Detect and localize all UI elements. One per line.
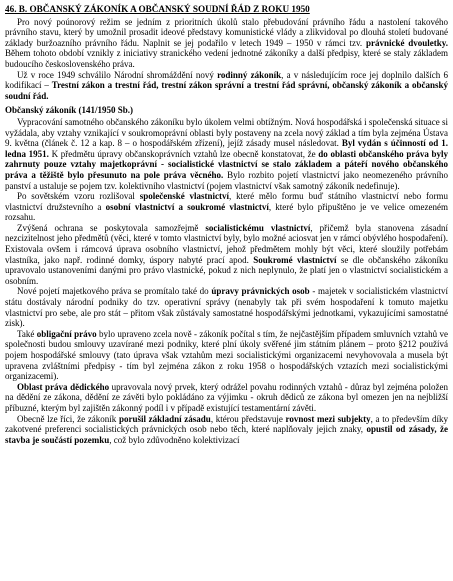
text-run: Také [17, 328, 37, 339]
text-run: , které bylo připuštěno je ve velice omezeném rozsahu. [5, 201, 448, 223]
bold-text-run: Trestní zákon a trestní řád, trestní zákon správní a trestní řád správní, občanský zákoník a občanský soudní řád. [5, 80, 448, 101]
body-section [5, 117, 448, 445]
paragraph [5, 382, 448, 414]
bold-text-run: Oblast práva dědického [17, 381, 110, 392]
text-run: bylo upraveno zcela nově - zákoník počítal s tím, že nejčastějším případem smluvních vztahů ve společnosti budou smlouvy uzavírané mezi podniky, které plní úkoly svěřené jim státním plánem – proto §212 používá pojem hospodářské smlouvy (tato úprava však vztahům mezi socialistickými organizacemi nevyhovovala a musela být upravena zvláštními předpisy - tím byl zejména zákon z roku 1958 o hospodářských vztazích mezi socialistickými organizacemi). [5, 328, 448, 382]
text-run: , a v následujícím roce jej doplnilo dalších 6 kodifikací – [5, 69, 448, 91]
text-run: Obecně lze říci, že zákoník [17, 413, 119, 424]
bold-text-run: úpravy právnických osob [211, 286, 310, 297]
paragraph [5, 70, 448, 102]
bold-text-run: Byl vydán s účinností od 1. ledna 1951. [5, 138, 448, 159]
paragraph [5, 286, 448, 328]
text-run: K předmětu úpravy občanskoprávních vztahů lze obecně konstatovat, že [48, 148, 319, 159]
text-run: Během tohoto období vznikly z iniciativy stranického vedení jednotné zákoníky a další předpisy, které se staly základem budoucího československého práva. [5, 48, 448, 69]
paragraph [5, 329, 448, 382]
text-run: Vypracování samotného občanského zákoníku bylo úkolem velmi obtížným. Nová hospodářská i společenská situace si vyžádala, aby vztahy vznikající v soukromoprávní oblasti byly postaveny na zcela nový základ a tím byla zejména Ústava 9. května (článek č. 12 a kap. 8 – o hospodářském zřízení), jejíž zásady musel následovat. [5, 116, 448, 149]
text-run: , ktérou představuje [210, 413, 286, 424]
text-run: , a to především díky zakotvené preferenci socialistických právnických osob nebo těch, které naplňovaly jejich znaky, [5, 413, 448, 435]
paragraph [5, 414, 448, 446]
text-run: Bylo rozbito pojetí vlastnictví jako neomezeného právního panství a ustaluje se pojem tzv. kolektivního vlastnictví (pojem vlastnictví však samotný zákoník nedefinuje). [5, 169, 448, 191]
paragraph [5, 17, 448, 70]
paragraph [5, 117, 448, 191]
text-run: - majetek v socialistickém vlastnictví státu dostávaly národní podniky do tzv. operativní správy (nenabyly tak při svém hospodaření k tomuto majetku vlastnictví pro sebe, ale pro stát – přitom však zůstávaly samostatné hospodářskými jednotkami, vykazujícími samostatné zisk). [5, 286, 448, 329]
intro-section [5, 17, 448, 102]
bold-text-run: společenské vlastnictví [139, 191, 230, 202]
text-run: , které mělo formu buď státního vlastnictví nebo formu vlastnictví družstevního a [5, 191, 449, 212]
bold-text-run: právnické dvouletky. [365, 37, 448, 48]
page-heading: 46. B. OBČANSKÝ ZÁKONÍK A OBČANSKÝ SOUDNÍ ŘÁD Z ROKU 1950 [5, 4, 310, 14]
text-run: Už v roce 1949 schválilo Národní shromáždění nový [17, 69, 218, 80]
text-run: Zvýšená ochrana se poskytovala samozřejmě [17, 222, 206, 233]
bold-text-run: rodinný zákoník [217, 69, 282, 80]
text-run: Po sovětském vzoru rozlišoval [17, 191, 140, 202]
bold-text-run: do oblasti občanského práva byly zahrnuty pouze vztahy majetkoprávní - socialistické vlastnictví se stalo základem a páteří nového občanského práva a těžiště bylo přesunuto na pole práva věcného. [5, 148, 449, 180]
text-run: upravovala nový prvek, který odrážel povahu rodinných vztahů - důraz byl zejména položen na dědění ze zákona, dědění ze závěti bylo pokládáno za výjimku - okruh dědiců ze zákona byl omezen jen na nejbližší příbuzné, kterým byl zajištěn zákonný podíl i v případě existující testamentární závěti. [5, 381, 448, 413]
section-title: Občanský zákoník (141/1950 Sb.) [5, 105, 134, 116]
bold-text-run: porušil základní zásadu [118, 413, 211, 424]
bold-text-run: socialistickému vlastnictví [205, 222, 311, 233]
paragraph [5, 223, 448, 287]
bold-text-run: obligační právo [36, 328, 97, 339]
text-run: Pro nový poúnorový režim se jedním z prioritních úkolů stalo přebudování právního řádu a nastolení takového právního stavu, který by umožnil prosadit ideové představy komunistické vlády a zlikvidoval po dlouhá století budované základy buržoazního právního řádu. Naplnit se jej podařilo v letech 1949 – 1950 v rámci tzv. [5, 16, 448, 48]
bold-text-run: rovnost mezi subjekty [285, 413, 371, 424]
text-run: se dle občanského zákoníku upravovalo ustanoveními danými pro právo vlastnické, pokud z nich neplynulo, že platí jen o vlastnictví socialistickém a osobním. [5, 254, 449, 286]
paragraph [5, 191, 448, 223]
bold-text-run: osobní vlastnictví a soukromé vlastnictví [105, 201, 269, 212]
bold-text-run: opustil od zásady, že stavba je součástí pozemku [5, 424, 449, 445]
text-run: Nové pojetí majetkového práva se promítalo také do [17, 286, 212, 297]
bold-text-run: Soukromé vlastnictví [253, 254, 337, 265]
text-run: , což bylo zdůvodněno kolektivizací [109, 434, 240, 445]
text-run: , přičemž byla stanovena zásadní nezcizitelnost jeho předmětů (věci, které v tomto vlastnictví byly, bylo možné aciosvat jen v rámci obývlého hospodaření). Existovala ovšem i rámcová úprava osobního vlastnictví, jehož předmětem mohly být věci, které sloužily potřebám vlastníka, jako např. rodinné domky, úspory nabyté prací apod. [5, 222, 448, 265]
